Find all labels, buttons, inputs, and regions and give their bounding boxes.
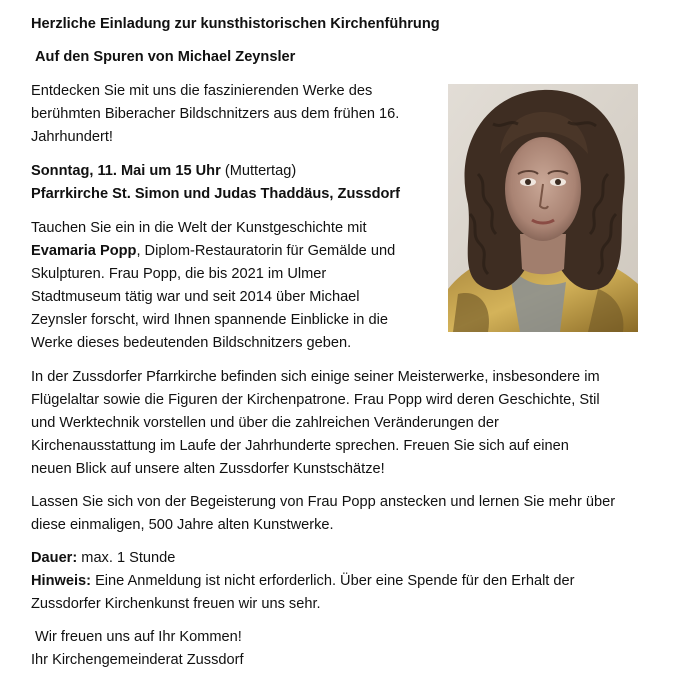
intro-line-1: Entdecken Sie mit uns die faszinierenden Werke des [31, 83, 373, 99]
note-value: Eine Anmeldung ist nicht erforderlich. Über eine Spende für den Erhalt der [91, 573, 575, 589]
duration-line [31, 547, 175, 570]
note-label: Hinweis: [31, 573, 92, 589]
sculpture-portrait-image [448, 84, 638, 332]
flyer-heading: Herzliche Einladung zur kunsthistorischen Kirchenführung [31, 16, 440, 32]
church-line-5: neuen Blick auf unsere alten Zussdorfer Kunstschätze! [31, 461, 385, 477]
duration-label: Dauer: [31, 550, 78, 566]
church-line-2: Flügelaltar sowie die Figuren der Kirchenpatrone. Frau Popp wird deren Geschichte, Stil [31, 392, 600, 408]
speaker-line-6: Werke dieses bedeutenden Bildschnitzers geben. [31, 335, 352, 351]
event-date-note: (Muttertag) [224, 163, 297, 179]
event-location: Pfarrkirche St. Simon und Judas Thaddäus, Zussdorf [31, 186, 400, 202]
closing-line-1: Wir freuen uns auf Ihr Kommen! [35, 629, 242, 645]
invite-line-1: Lassen Sie sich von der Begeisterung von Frau Popp anstecken und lernen Sie mehr über [31, 494, 616, 510]
intro-line-3: Jahrhundert! [31, 129, 113, 145]
event-date [31, 160, 296, 183]
church-line-3: und Werktechnik vorstellen und über die zahlreichen Veränderungen der [31, 415, 499, 431]
speaker-line-4: Stadtmuseum tätig war und seit 2014 über Michael [31, 289, 360, 305]
intro-line-2: berühmten Biberacher Bildschnitzers aus dem frühen 16. [31, 106, 400, 122]
speaker-line-2-rest: , Diplom-Restauratorin für Gemälde und [136, 243, 396, 259]
speaker-line-5: Zeynsler forscht, wird Ihnen spannende Einblicke in die [31, 312, 388, 328]
invite-line-2: diese einmaligen, 500 Jahre alten Kunstwerke. [31, 517, 334, 533]
duration-value: max. 1 Stunde [77, 550, 176, 566]
event-date-bold: Sonntag, 11. Mai um 15 Uhr [31, 163, 221, 179]
note-line-1 [31, 570, 575, 593]
speaker-line-2 [31, 240, 395, 263]
note-line-2: Zussdorfer Kirchenkunst freuen wir uns sehr. [31, 596, 321, 612]
closing-line-2: Ihr Kirchengemeinderat Zussdorf [31, 652, 244, 668]
speaker-line-3: Skulpturen. Frau Popp, die bis 2021 im Ulmer [31, 266, 327, 282]
flyer-subtitle: Auf den Spuren von Michael Zeynsler [35, 49, 296, 65]
church-line-4: Kirchenausstattung im Laufe der Jahrhunderte sprechen. Freuen Sie sich auf einen [31, 438, 569, 454]
church-line-1: In der Zussdorfer Pfarrkirche befinden sich einige seiner Meisterwerke, insbesondere im [31, 369, 600, 385]
speaker-name: Evamaria Popp [31, 243, 137, 259]
speaker-line-1: Tauchen Sie ein in die Welt der Kunstgeschichte mit [31, 220, 367, 236]
